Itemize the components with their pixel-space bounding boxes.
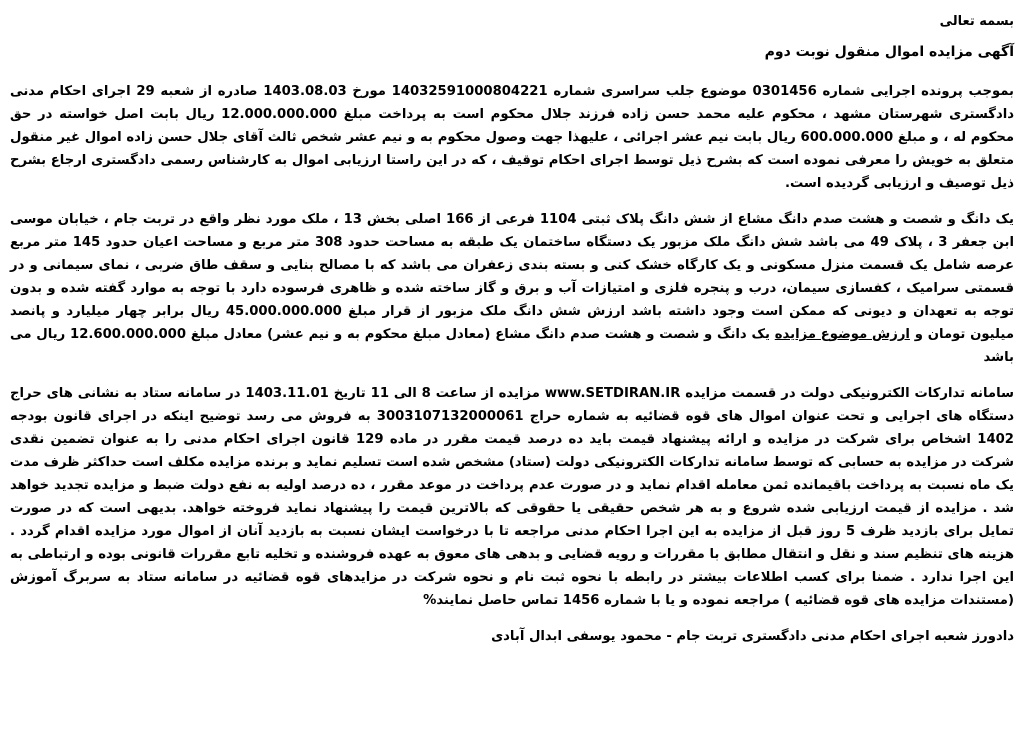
property-description-text: یک دانگ و شصت و هشت صدم دانگ مشاع از شش دانگ پلاک ثبتی 1104 فرعی از 166 اصلی بخش 13 ، ملک مورد نظر واقع در تربت جام ، خیابان موسی ابن جعفر 3 ، پلاک 49 می باشد شش دانگ ملک مزبور یک دستگاه ساختمان یک طبقه به مساحت حدود 308 متر مربع و مساحت اعیان حدود 145 متر مربع عرصه شامل یک قسمت منزل مسکونی و یک کارگاه خشک کنی و بسته بندی زعفران می باشد که با مصالح بنایی و سقف طاق ضربی ، نمای سیمانی و در قسمتی سرامیک ، کفسازی سیمان، درب و پنجره فلزی و امتیازات آب و برق و گاز ساخته شده و ظاهری فرسوده دارد با توجه به موارد گفته شده و بدون توجه به تعهدان و دیونی که ممکن است وجود داشته باشد ارزش شش دانگ ملک مزبور از قرار مبلغ 45.000.000.000 ریال برابر چهار میلیارد و پانصد میلیون تومان و bbox=[10, 212, 1015, 342]
auction-value-text: یک دانگ و شصت و هشت صدم دانگ مشاع (معادل مبلغ محکوم به و نیم عشر) معادل مبلغ 12.600.000.000 ریال می باشد bbox=[10, 327, 1014, 365]
property-description-paragraph bbox=[10, 208, 1014, 369]
signature-line: دادورز شعبه اجرای احکام مدنی دادگستری تربت جام - محمود یوسفی ابدال آبادی bbox=[491, 629, 1014, 644]
notice-title: آگهی مزایده اموال منقول نوبت دوم bbox=[764, 44, 1014, 60]
case-details-paragraph: بموجب پرونده اجرایی شماره 0301456 موضوع جلب سراسری شماره 14032591000804221 مورخ 1403.08.03 صادره از شعبه 29 اجرای احکام مدنی دادگستری شهرستان مشهد ، محکوم علیه محمد حسن زاده فرزند جلال محکوم است به پرداخت مبلغ 12.000.000.000 ریال بابت اصل خواسته در حق محکوم له ، و مبلغ 600.000.000 ریال بابت نیم عشر اجرائی ، علیهذا جهت وصول محکوم به و نیم عشر شخص ثالث آقای جلال حسن زاده اموال غیر منقول متعلق به خویش را معرفی نموده است که بشرح ذیل توسط اجرای احکام توقیف ، که در این راستا ارزیابی اموال به کارشناس رسمی دادگستری ارجاع بشرح ذیل توصیف و ارزیابی گردیده است. bbox=[10, 84, 1015, 191]
bismillah-heading: بسمه تعالی bbox=[939, 14, 1014, 29]
auction-terms-paragraph: سامانه تدارکات الکترونیکی دولت در قسمت مزایده www.SETDIRAN.IR مزایده از ساعت 8 الی 11 تاریخ 1403.11.01 در سامانه ستاد به نشانی های حراج دستگاه های اجرایی و تحت عنوان اموال های قوه قضائیه به شماره حراج 3003107132000061 به فروش می رسد توضیح اینکه در اجرای قانون بودجه 1402 اشخاص برای شرکت در مزایده و ارائه پیشنهاد قیمت باید ده درصد قیمت مقرر در ماده 129 قانون اجرای احکام مدنی را به عنوان تضمین نقدی شرکت در مزایده به حسابی که توسط سامانه تدارکات الکترونیکی دولت (ستاد) مشخص شده است تسلیم نماید و برنده مزایده مکلف است حداکثر ظرف مدت یک ماه نسبت به پرداخت باقیمانده ثمن معامله اقدام نماید و در صورت عدم پرداخت در موعد مقرر ، ده درصد اولیه به نفع دولت ضبط و مزایده تجدید خواهد شد . مزایده از قیمت ارزیابی شده شروع و به هر شخص حقیقی یا حقوقی که بالاترین قیمت را پیشنهاد نماید فروخته خواهد. بدیهی است که در صورت تمایل برای بازدید ظرف 5 روز قبل از مزایده به این اجرا احکام مدنی مراجعه تا با درخواست ایشان نسبت به بازدید آنان از اموال مورد مزایده اقدام گردد . هزینه های تنظیم سند و نقل و انتقال مطابق با مقررات و رویه قضایی و بدهی های معوق به عهده فروشنده و تخلیه تابع مقررات قانونی بوده و ارتباطی به این اجرا ندارد . ضمنا برای کسب اطلاعات بیشتر در رابطه با نحوه ثبت نام و نحوه شرکت در مزایدهای قوه قضائیه در سامانه ستاد به سربرگ آموزش (مستندات مزایده های قوه قضائیه ) مراجعه نموده و یا با شماره 1456 تماس حاصل نمایند% bbox=[10, 386, 1014, 608]
auction-notice bbox=[10, 10, 1014, 648]
auction-value-label: ارزش موضوع مزایده bbox=[774, 327, 910, 342]
